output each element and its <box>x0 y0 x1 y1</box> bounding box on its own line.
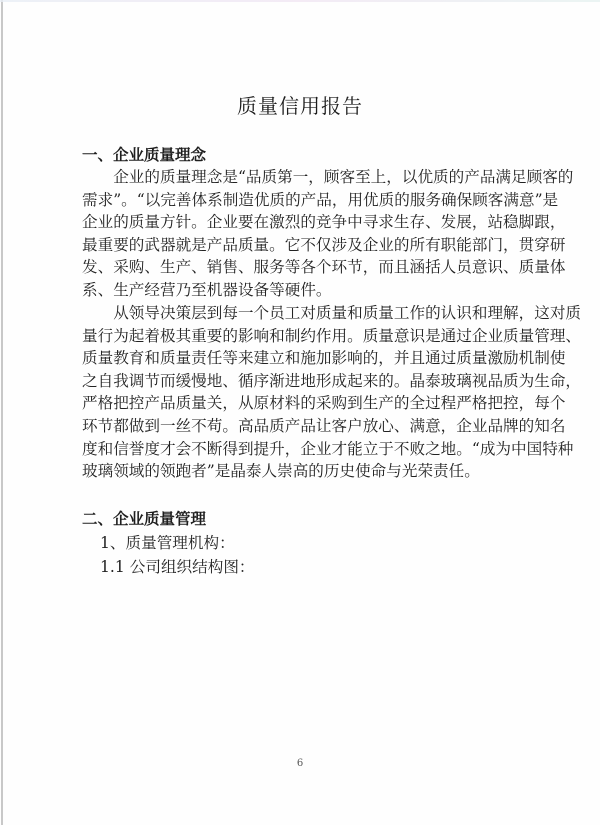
section-heading-quality-philosophy: 一、企业质量理念 <box>82 146 207 164</box>
paragraph-quality-philosophy-2 <box>82 302 582 483</box>
text-line: 系、生产经营乃至机器设备等硬件。 <box>82 280 332 299</box>
text-line: 严格把控产品质量关，从原材料的采购到生产的全过程严格把控，每个 <box>82 394 566 413</box>
document-title: 质量信用报告 <box>237 94 363 118</box>
text-line: 企业的质量方针。企业要在激烈的竞争中寻求生存、发展，站稳脚跟， <box>82 213 566 232</box>
text-line: 发、采购、生产、销售、服务等各个环节，而且涵括人员意识、质量体 <box>82 258 566 277</box>
text-line: 需求”。“以完善体系制造优质的产品，用优质的服务确保顾客满意”是 <box>82 190 559 209</box>
text-line: 质量教育和质量责任等来建立和施加影响的，并且通过质量激励机制使 <box>82 349 566 368</box>
scan-top-edge <box>0 0 600 2</box>
text-line: 企业的质量理念是“品质第一，顾客至上，以优质的产品满足顾客的 <box>82 168 574 186</box>
text-line: 从领导决策层到每一个员工对质量和质量工作的认识和理解，这对质 <box>82 304 582 322</box>
text-line: 环节都做到一丝不苟。高品质产品让客户放心、满意，企业品牌的知名 <box>82 416 566 435</box>
page-number: 6 <box>296 758 304 769</box>
text-line: 量行为起着极其重要的影响和制约作用。质量意识是通过企业质量管理、 <box>82 326 582 345</box>
section-heading-quality-management: 二、企业质量管理 <box>82 510 207 528</box>
text-line: 之自我调节而缓慢地、循序渐进地形成起来的。晶泰玻璃视品质为生命， <box>82 371 582 390</box>
subsection-org-chart: 1.1 公司组织结构图： <box>100 558 255 576</box>
text-line: 最重要的武器就是产品质量。它不仅涉及企业的所有职能部门，贯穿研 <box>82 235 566 254</box>
scan-page-edge <box>1 0 3 825</box>
subsection-quality-management-org: 1、质量管理机构： <box>100 534 235 552</box>
text-line: 玻璃领域的领跑者”是晶泰人崇高的历史使命与光荣责任。 <box>82 462 480 481</box>
text-line: 度和信誉度才会不断得到提升，企业才能立于不败之地。“成为中国特种 <box>82 439 574 458</box>
paragraph-quality-philosophy-1 <box>82 166 574 302</box>
